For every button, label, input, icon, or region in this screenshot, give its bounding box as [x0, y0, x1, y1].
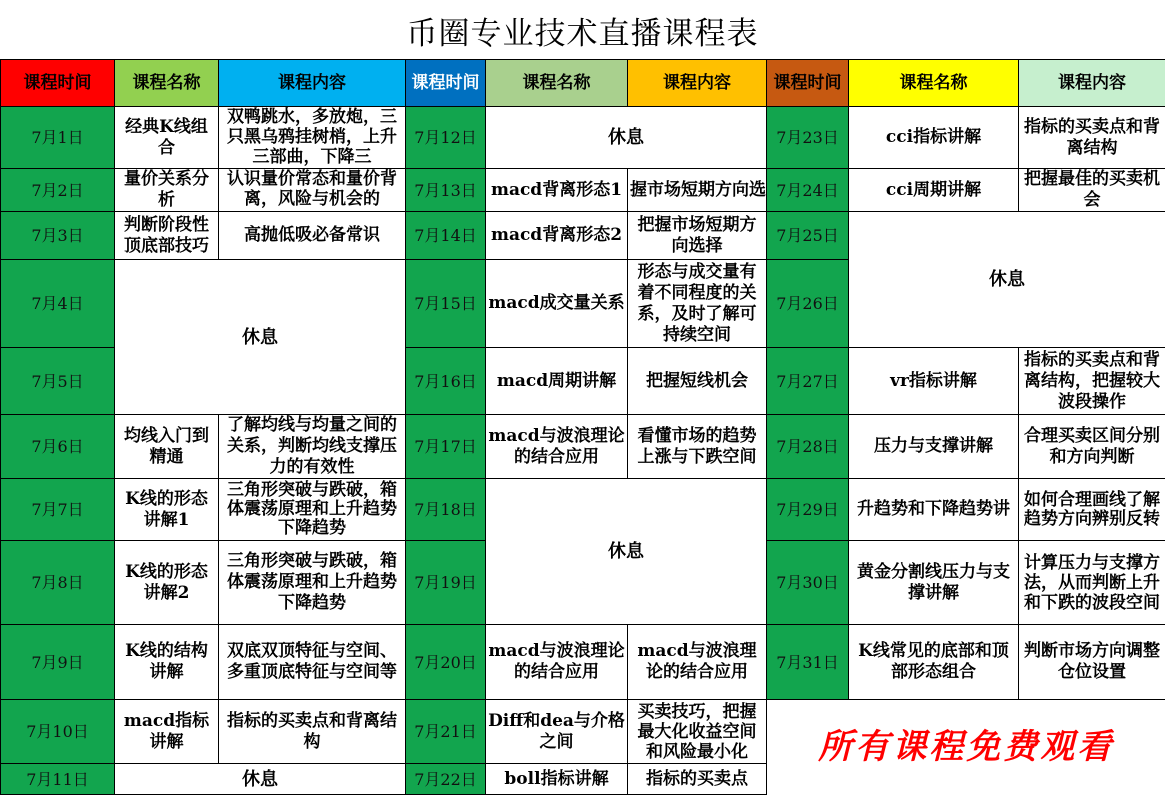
- table-row: [1, 107, 1165, 169]
- header-name-1: 课程名称: [115, 60, 219, 107]
- rest-cell: 休息: [115, 764, 406, 795]
- course-name: macd与波浪理论的结合应用: [486, 625, 628, 700]
- date-cell: 7月4日: [1, 260, 115, 348]
- rest-cell: 休息: [115, 260, 406, 415]
- date-cell: 7月22日: [406, 764, 486, 795]
- date-cell: 7月9日: [1, 625, 115, 700]
- rest-cell: 休息: [849, 212, 1165, 348]
- course-content: 指标的买卖点和背离结构，把握较大波段操作: [1019, 348, 1165, 415]
- date-cell: 7月14日: [406, 212, 486, 260]
- date-cell: 7月8日: [1, 541, 115, 625]
- rest-cell: 休息: [486, 107, 767, 169]
- date-cell: 7月16日: [406, 348, 486, 415]
- course-content: 把握最佳的买卖机会: [1019, 169, 1165, 212]
- date-cell: 7月17日: [406, 415, 486, 479]
- date-cell: 7月3日: [1, 212, 115, 260]
- date-cell: 7月31日: [767, 625, 849, 700]
- course-name: macd与波浪理论的结合应用: [486, 415, 628, 479]
- date-cell: 7月26日: [767, 260, 849, 348]
- course-content: 把握短线机会: [628, 348, 767, 415]
- table-row: [1, 415, 1165, 479]
- course-content: 高抛低吸必备常识: [219, 212, 406, 260]
- course-name: cci指标讲解: [849, 107, 1019, 169]
- table-row: [1, 212, 1165, 260]
- course-name: 量价关系分析: [115, 169, 219, 212]
- date-cell: 7月19日: [406, 541, 486, 625]
- course-name: vr指标讲解: [849, 348, 1019, 415]
- course-name: K线的形态讲解1: [115, 479, 219, 541]
- course-name: K线的形态讲解2: [115, 541, 219, 625]
- rest-cell: 休息: [486, 479, 767, 625]
- date-cell: 7月7日: [1, 479, 115, 541]
- date-cell: 7月29日: [767, 479, 849, 541]
- course-content: 指标的买卖点和背离结构: [1019, 107, 1165, 169]
- course-content: 把握市场短期方向选择: [628, 212, 767, 260]
- course-content: 握市场短期方向选: [628, 169, 767, 212]
- course-content: 看懂市场的趋势上涨与下跌空间: [628, 415, 767, 479]
- date-cell: 7月12日: [406, 107, 486, 169]
- table-row: [1, 479, 1165, 541]
- date-cell: 7月27日: [767, 348, 849, 415]
- free-viewing-note: 所有课程免费观看: [767, 700, 1165, 795]
- date-cell: 7月13日: [406, 169, 486, 212]
- date-cell: 7月25日: [767, 212, 849, 260]
- date-cell: 7月21日: [406, 700, 486, 764]
- date-cell: 7月23日: [767, 107, 849, 169]
- table-row: [1, 700, 1165, 764]
- schedule-table: [0, 59, 1165, 795]
- course-content: 买卖技巧，把握最大化收益空间和风险最小化: [628, 700, 767, 764]
- course-content: 三角形突破与跌破，箱体震荡原理和上升趋势下降趋势: [219, 479, 406, 541]
- course-name: macd背离形态2: [486, 212, 628, 260]
- course-content: macd与波浪理论的结合应用: [628, 625, 767, 700]
- course-name: Diff和dea与介格之间: [486, 700, 628, 764]
- course-name: macd指标讲解: [115, 700, 219, 764]
- date-cell: 7月5日: [1, 348, 115, 415]
- date-cell: 7月10日: [1, 700, 115, 764]
- course-name: macd背离形态1: [486, 169, 628, 212]
- course-content: 判断市场方向调整仓位设置: [1019, 625, 1165, 700]
- table-row: [1, 625, 1165, 700]
- page-title: 币圈专业技术直播课程表: [0, 0, 1165, 60]
- date-cell: 7月15日: [406, 260, 486, 348]
- date-cell: 7月30日: [767, 541, 849, 625]
- course-content: 形态与成交量有着不同程度的关系，及时了解可持续空间: [628, 260, 767, 348]
- course-content: 计算压力与支撑方法，从而判断上升和下跌的波段空间: [1019, 541, 1165, 625]
- course-name: 经典K线组合: [115, 107, 219, 169]
- course-name: 升趋势和下降趋势讲: [849, 479, 1019, 541]
- table-row: [1, 169, 1165, 212]
- header-content-2: 课程内容: [628, 60, 767, 107]
- date-cell: 7月18日: [406, 479, 486, 541]
- header-row: [1, 60, 1165, 107]
- header-content-1: 课程内容: [219, 60, 406, 107]
- course-name: macd成交量关系: [486, 260, 628, 348]
- date-cell: 7月1日: [1, 107, 115, 169]
- date-cell: 7月6日: [1, 415, 115, 479]
- course-content: 双鸭跳水，多放炮，三只黑乌鸦挂树梢，上升三部曲，下降三: [219, 107, 406, 169]
- course-name: 黄金分割线压力与支撑讲解: [849, 541, 1019, 625]
- date-cell: 7月11日: [1, 764, 115, 795]
- course-name: 判断阶段性顶底部技巧: [115, 212, 219, 260]
- course-content: 三角形突破与跌破，箱体震荡原理和上升趋势下降趋势: [219, 541, 406, 625]
- course-content: 合理买卖区间分别和方向判断: [1019, 415, 1165, 479]
- date-cell: 7月2日: [1, 169, 115, 212]
- course-name: cci周期讲解: [849, 169, 1019, 212]
- header-time-2: 课程时间: [406, 60, 486, 107]
- course-name: boll指标讲解: [486, 764, 628, 795]
- course-content: 如何合理画线了解趋势方向辨别反转: [1019, 479, 1165, 541]
- course-content: 指标的买卖点: [628, 764, 767, 795]
- date-cell: 7月24日: [767, 169, 849, 212]
- date-cell: 7月28日: [767, 415, 849, 479]
- course-name: 压力与支撑讲解: [849, 415, 1019, 479]
- date-cell: 7月20日: [406, 625, 486, 700]
- header-name-2: 课程名称: [486, 60, 628, 107]
- header-time-3: 课程时间: [767, 60, 849, 107]
- header-time-1: 课程时间: [1, 60, 115, 107]
- course-content: 指标的买卖点和背离结构: [219, 700, 406, 764]
- course-name: 均线入门到精通: [115, 415, 219, 479]
- course-content: 双底双顶特征与空间、多重顶底特征与空间等: [219, 625, 406, 700]
- course-content: 了解均线与均量之间的关系，判断均线支撑压力的有效性: [219, 415, 406, 479]
- header-name-3: 课程名称: [849, 60, 1019, 107]
- course-content: 认识量价常态和量价背离，风险与机会的: [219, 169, 406, 212]
- course-name: K线常见的底部和顶部形态组合: [849, 625, 1019, 700]
- course-name: K线的结构讲解: [115, 625, 219, 700]
- course-name: macd周期讲解: [486, 348, 628, 415]
- header-content-3: 课程内容: [1019, 60, 1165, 107]
